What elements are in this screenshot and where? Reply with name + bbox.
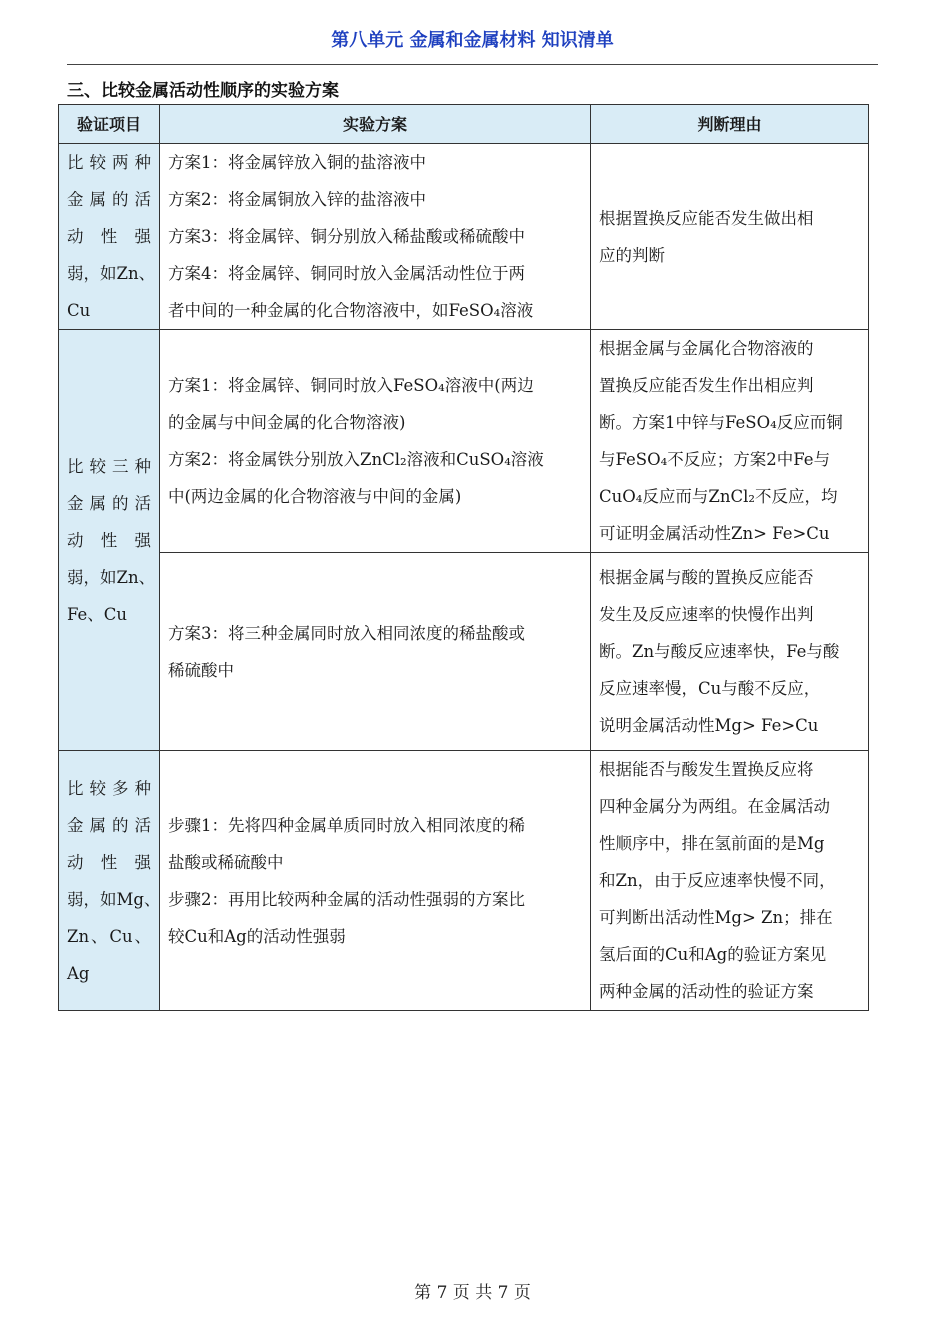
experiment-table	[58, 104, 869, 1011]
cell-line: 方案1：将金属锌放入铜的盐溶液中	[168, 153, 426, 172]
section-title: 三、比较金属活动性顺序的实验方案	[67, 81, 339, 101]
judgment-reason-cell	[591, 751, 869, 1011]
judgment-reason-cell	[591, 553, 869, 751]
cell-line: 性顺序中，排在氢前面的是Mg	[599, 834, 825, 853]
cell-line: 根据金属与酸的置换反应能否	[599, 568, 814, 587]
header-judgment-reason: 判断理由	[591, 105, 869, 144]
cell-line: 方案1：将金属锌、铜同时放入FeSO₄溶液中(两边	[168, 376, 534, 395]
table-header-row	[59, 105, 869, 144]
cell-line: 稀硫酸中	[168, 660, 234, 680]
cell-line: 动 性 强	[67, 530, 151, 550]
cell-line: 金属的活	[67, 493, 151, 513]
table-row	[59, 553, 869, 751]
cell-line: 动 性 强	[67, 852, 151, 872]
cell-line: 根据金属与金属化合物溶液的	[599, 339, 814, 358]
cell-line: 比较两种	[67, 153, 151, 172]
cell-line: 方案3：将金属锌、铜分别放入稀盐酸或稀硫酸中	[168, 227, 525, 246]
cell-line: 者中间的一种金属的化合物溶液中，如FeSO₄溶液	[168, 301, 534, 320]
cell-line: 说明金属活动性Mg> Fe>Cu	[599, 716, 819, 735]
cell-line: 反应速率慢，Cu与酸不反应，	[599, 679, 821, 698]
cell-line: 金属的活	[67, 815, 151, 835]
cell-line: 弱，如Mg、	[67, 889, 161, 909]
table-row	[59, 144, 869, 330]
judgment-reason-cell	[591, 144, 869, 330]
cell-line: 氢后面的Cu和Ag的验证方案见	[599, 945, 827, 964]
verification-item-cell	[59, 144, 160, 330]
cell-line: 方案2：将金属铜放入锌的盐溶液中	[168, 190, 426, 209]
cell-line: CuO₄反应而与ZnCl₂不反应，均	[599, 487, 838, 506]
cell-line: Ag	[67, 963, 90, 983]
cell-line: 盐酸或稀硫酸中	[168, 852, 284, 872]
cell-line: 较Cu和Ag的活动性强弱	[168, 926, 346, 946]
cell-line: 弱，如Zn、	[67, 567, 156, 587]
experiment-plan-cell	[160, 553, 591, 751]
cell-line: 动 性 强	[67, 227, 151, 246]
page-number: 第 7 页 共 7 页	[414, 1283, 531, 1303]
cell-line: 步骤2：再用比较两种金属的活动性强弱的方案比	[168, 889, 525, 909]
cell-line: 弱，如Zn、	[67, 264, 156, 283]
cell-line: 和Zn，由于反应速率快慢不同，	[599, 871, 836, 890]
cell-line: 与FeSO₄不反应；方案2中Fe与	[599, 450, 831, 469]
cell-line: 方案3：将三种金属同时放入相同浓度的稀盐酸或	[168, 623, 525, 643]
cell-line: Fe、Cu	[67, 604, 128, 624]
cell-line: 根据置换反应能否发生做出相	[599, 208, 814, 228]
cell-line: Zn、Cu、	[67, 926, 151, 946]
experiment-plan-cell	[160, 144, 591, 330]
cell-line: 置换反应能否发生作出相应判	[599, 376, 814, 395]
cell-line: 方案4：将金属锌、铜同时放入金属活动性位于两	[168, 264, 525, 283]
cell-line: 断。方案1中锌与FeSO₄反应而铜	[599, 413, 843, 432]
header-verification-item: 验证项目	[59, 105, 160, 144]
cell-line: 的金属与中间金属的化合物溶液)	[168, 413, 406, 432]
cell-line: 断。Zn与酸反应速率快，Fe与酸	[599, 642, 840, 661]
cell-line: 发生及反应速率的快慢作出判	[599, 605, 814, 624]
cell-line: 四种金属分为两组。在金属活动	[599, 797, 830, 816]
cell-line: 可判断出活动性Mg> Zn；排在	[599, 908, 833, 927]
cell-line: 方案2：将金属铁分别放入ZnCl₂溶液和CuSO₄溶液	[168, 450, 544, 469]
cell-line: 步骤1：先将四种金属单质同时放入相同浓度的稀	[168, 815, 525, 835]
cell-line: 中(两边金属的化合物溶液与中间的金属)	[168, 487, 462, 506]
cell-line: 根据能否与酸发生置换反应将	[599, 760, 814, 779]
cell-line: 比较三种	[67, 456, 151, 476]
cell-line: 应的判断	[599, 245, 665, 265]
judgment-reason-cell	[591, 330, 869, 553]
experiment-plan-cell	[160, 751, 591, 1011]
document-header-title: 第八单元 金属和金属材料 知识清单	[331, 30, 614, 51]
cell-line: 可证明金属活动性Zn> Fe>Cu	[599, 524, 830, 543]
verification-item-cell	[59, 330, 160, 751]
experiment-plan-cell	[160, 330, 591, 553]
verification-item-cell	[59, 751, 160, 1011]
cell-line: 金属的活	[67, 190, 151, 209]
table-row	[59, 751, 869, 1011]
header-divider	[67, 64, 878, 65]
cell-line: Cu	[67, 301, 91, 320]
cell-line: 比较多种	[67, 778, 151, 798]
table-row	[59, 330, 869, 553]
header-experiment-plan: 实验方案	[160, 105, 591, 144]
cell-line: 两种金属的活动性的验证方案	[599, 982, 814, 1001]
